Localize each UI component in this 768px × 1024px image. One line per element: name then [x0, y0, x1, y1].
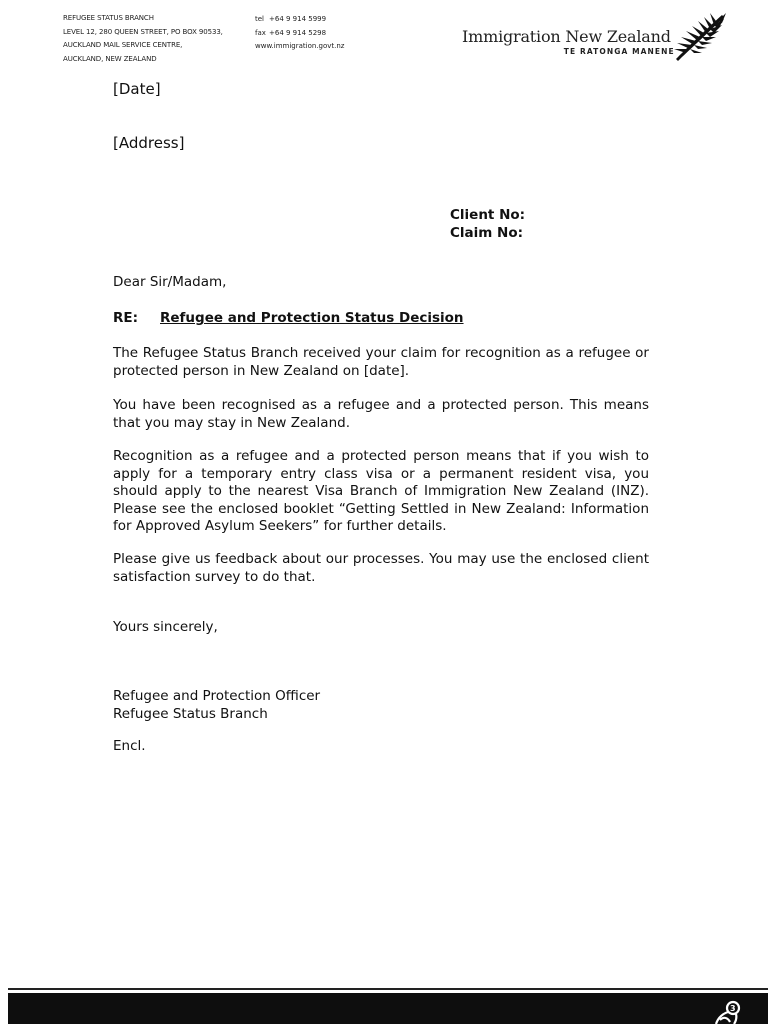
branch-address [63, 12, 223, 66]
subject-text: Refugee and Protection Status Decision [160, 310, 464, 326]
closing: Yours sincerely, [113, 619, 218, 635]
signature-block [113, 687, 320, 723]
body-paragraph: Please give us feedback about our processes. You may use the enclosed client satisfaction survey to do that. [113, 551, 649, 585]
claim-no-label: Claim No: [450, 225, 524, 241]
tel-label: tel [255, 15, 264, 23]
body-paragraph: You have been recognised as a refugee and a protected person. This means that you may stay in New Zealand. [113, 397, 649, 431]
tel-value: +64 9 914 5999 [269, 15, 327, 23]
silver-fern-icon [672, 13, 728, 61]
body-paragraph: The Refugee Status Branch received your claim for recognition as a refugee or protected person in New Zealand on [date]. [113, 345, 649, 379]
address-line: REFUGEE STATUS BRANCH [63, 14, 154, 22]
body-paragraph: Recognition as a refugee and a protected person means that if you wish to apply for a temporary entry class visa or a permanent resident visa, you should apply to the nearest Visa Branch of Immigration New Zealand (INZ). Please see the enclosed booklet “Getting Settled in New Zealand: Information for Approved Asylum Seekers” for further details. [113, 448, 649, 534]
enclosure-note: Encl. [113, 738, 146, 754]
svg-text:3: 3 [730, 1004, 736, 1013]
subject-line [113, 310, 464, 326]
address-line: AUCKLAND MAIL SERVICE CENTRE, [63, 41, 183, 49]
signature-title: Refugee and Protection Officer [113, 688, 321, 704]
address-line: LEVEL 12, 280 QUEEN STREET, PO BOX 90533, [63, 27, 223, 36]
footer-emblem-icon [706, 996, 746, 1024]
signature-branch: Refugee Status Branch [113, 706, 268, 722]
reference-block [450, 206, 525, 242]
subject-prefix: RE: [113, 310, 139, 326]
fax-row [255, 27, 344, 41]
footer-bar [8, 993, 768, 1024]
client-no-label: Client No: [450, 207, 526, 223]
salutation: Dear Sir/Madam, [113, 274, 227, 290]
tel-row [255, 13, 344, 27]
footer-rule [8, 988, 768, 990]
website-link[interactable]: www.immigration.govt.nz [255, 42, 345, 50]
org-subtitle: TE RATONGA MANENE [563, 47, 675, 56]
date-placeholder: [Date] [113, 80, 161, 98]
address-line: AUCKLAND, NEW ZEALAND [63, 54, 157, 63]
fax-label: fax [255, 28, 266, 37]
address-placeholder: [Address] [113, 134, 185, 152]
contact-details [255, 13, 344, 54]
org-brand [462, 27, 675, 56]
org-name: Immigration New Zealand [462, 27, 671, 46]
fax-value: +64 9 914 5298 [269, 28, 327, 37]
